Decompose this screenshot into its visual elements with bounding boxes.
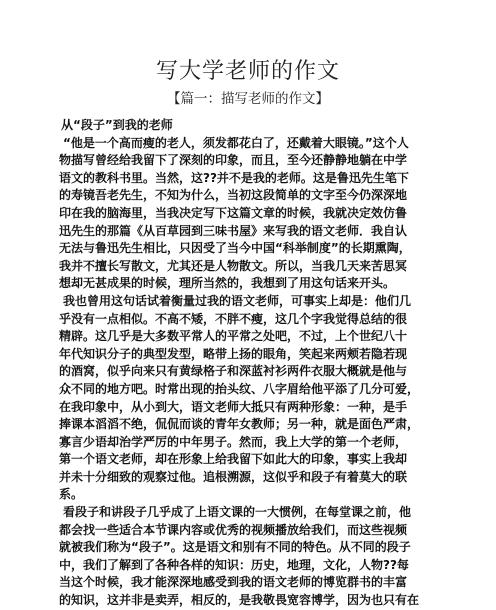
body-line: 印在我的脑海里，当我决定写下这篇文章的时候，我就决定效仿鲁 (59, 205, 408, 220)
document-body (59, 117, 441, 610)
body-line: 众不同的地方吧。时常出现的抬头纹、八字眉给他平添了几分可爱， (59, 381, 420, 396)
body-line: 捧课本滔滔不绝，侃侃而谈的青年女教师；另一种，就是面色严肃， (59, 417, 420, 432)
body-line: 想却无甚成果的时候，理所当然的，我想到了用这句话来开头。 (59, 276, 396, 291)
body-line: 看段子和讲段子几乎成了上语文课的一大惯例，在每堂课之前，他 (63, 505, 412, 520)
body-line: 迅先生的那篇《从百草园到三味书屋》来写我的语文老师．我自认 (59, 223, 408, 238)
body-line: 都会找一些适合本节课内容或优秀的视频播放给我们，而这些视频 (59, 522, 408, 537)
body-line: 无法与鲁迅先生相比，只因受了当今中国“科举制度”的长期熏陶， (59, 241, 411, 256)
body-line: 语文的教科书里。当然，这??并不是我的老师。这是鲁迅先生笔下 (59, 170, 409, 185)
document-subtitle: 【篇一：描写老师的作文】 (167, 91, 329, 107)
body-line: 物描写曾经给我留下了深刻的印象，而且，至今还静静地躺在中学 (59, 153, 408, 168)
body-line: 系。 (59, 487, 84, 502)
section-heading: 从“段子”到我的老师 (61, 118, 173, 132)
body-line: 精辟。这几乎是大多数平常人的平常之处吧，不过，上个世纪八十 (59, 329, 408, 344)
body-line: 年代知识分子的典型发型，略带上扬的眼角，笑起来两颊若隐若现 (59, 346, 408, 361)
body-line: 在我印象中，从小到大，语文老师大抵只有两种形象：一种，是手 (59, 399, 408, 414)
body-line: 我并不擅长写散文，尤其还是人物散文。所以，当我几天来苦思冥 (59, 258, 408, 273)
body-line: 第一个语文老师，却在形象上给我留下如此大的印象，事实上我却 (59, 452, 408, 467)
body-line: 寡言少语却治学严厉的中年男子。然而，我上大学的第一个老师， (59, 434, 408, 449)
body-line: 中，我们了解到了各种各样的知识：历史，地理，文化，人物??每 (59, 557, 409, 572)
body-line: 就被我们称为“段子”。这是语文和别有不同的特色。从不同的段子 (59, 540, 411, 555)
body-line: “他是一个高而瘦的老人，须发都花白了，还戴着大眼镜。”这个人 (63, 135, 409, 150)
document-title: 写大学老师的作文 (155, 59, 340, 84)
body-line: 我也曾用这句话试着衡量过我的语文老师，可事实上却是：他们几 (63, 293, 412, 308)
body-line: 的酒窝，似乎向来只有黄绿格子和深蓝衬衫两件衣服大概就是他与 (59, 364, 408, 379)
body-line: 的寿镜吾老先生，不知为什么，当初这段简单的文字至今仍深深地 (59, 188, 408, 203)
body-line: 乎没有一点相似。不高不矮，不胖不瘦，这几个字我觉得总结的很 (59, 311, 408, 326)
body-line: 当这个时候，我才能深深地感受到我的语文老师的博览群书的丰富 (59, 575, 408, 590)
body-line: 并未十分细致的观察过他。追根溯源，这似乎和段子有着莫大的联 (59, 469, 408, 484)
body-line: 的知识，这并非是卖弄，相反的，是我敬畏宽容博学，因为也只有在 (59, 593, 420, 608)
